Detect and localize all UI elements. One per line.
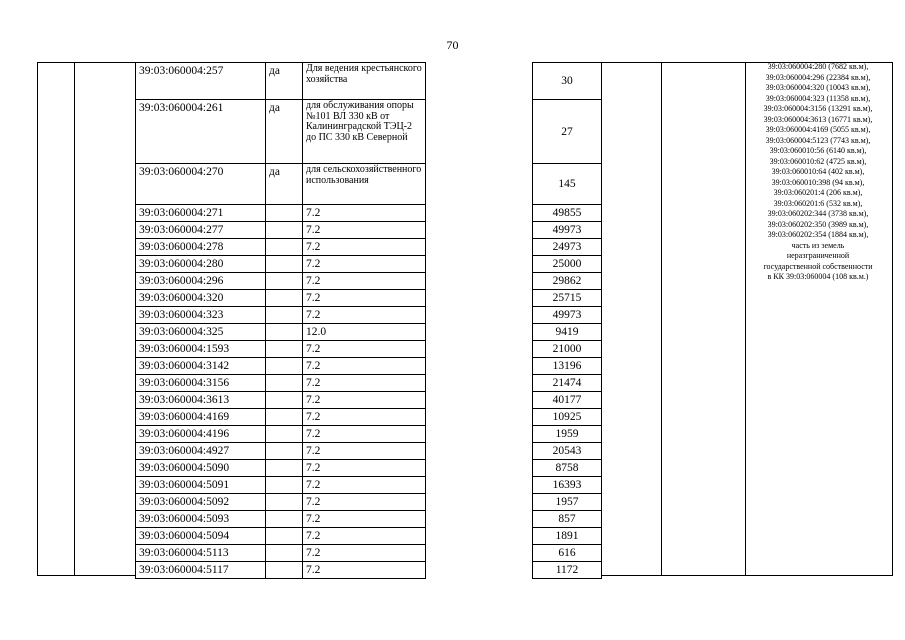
note-line: 39:03:060010:62 (4725 кв.м), xyxy=(769,156,867,166)
page-number: 70 xyxy=(446,38,459,52)
flag-cell: да xyxy=(266,164,303,205)
table-row xyxy=(136,477,602,494)
cadastral-number-cell: 39:03:060004:257 xyxy=(136,63,266,100)
area-cell: 1891 xyxy=(533,528,602,545)
cadastral-number-cell: 39:03:060004:3142 xyxy=(136,358,266,375)
area-cell: 857 xyxy=(533,511,602,528)
table-row xyxy=(136,409,602,426)
blank-cell xyxy=(426,63,533,100)
blank-cell xyxy=(426,460,533,477)
note-line: неразграниченной xyxy=(786,251,850,260)
blank-column-2 xyxy=(74,62,136,576)
blank-cell xyxy=(426,392,533,409)
purpose-cell: 7.2 xyxy=(303,443,426,460)
table-row xyxy=(136,205,602,222)
purpose-cell: 7.2 xyxy=(303,426,426,443)
blank-cell xyxy=(426,477,533,494)
flag-cell xyxy=(266,290,303,307)
flag-cell xyxy=(266,409,303,426)
cadastral-number-cell: 39:03:060004:5091 xyxy=(136,477,266,494)
note-line: 39:03:060004:3156 (13291 кв.м), xyxy=(763,104,873,113)
purpose-cell: 7.2 xyxy=(303,545,426,562)
area-cell: 1957 xyxy=(533,494,602,511)
flag-cell xyxy=(266,392,303,409)
cadastral-number-cell: 39:03:060004:5092 xyxy=(136,494,266,511)
purpose-cell: 7.2 xyxy=(303,222,426,239)
flag-cell xyxy=(266,324,303,341)
table-row xyxy=(136,426,602,443)
cadastral-number-cell: 39:03:060004:4196 xyxy=(136,426,266,443)
note-line: 39:03:060004:280 (7682 кв.м), xyxy=(767,62,869,71)
blank-cell xyxy=(426,426,533,443)
cadastral-table xyxy=(135,62,602,579)
cadastral-number-cell: 39:03:060004:271 xyxy=(136,205,266,222)
blank-cell xyxy=(426,358,533,375)
flag-cell xyxy=(266,307,303,324)
cadastral-number-cell: 39:03:060004:270 xyxy=(136,164,266,205)
flag-cell xyxy=(266,205,303,222)
blank-column-4 xyxy=(661,62,746,576)
flag-cell xyxy=(266,545,303,562)
area-cell: 145 xyxy=(533,164,602,205)
purpose-cell: 7.2 xyxy=(303,239,426,256)
table-row xyxy=(136,392,602,409)
area-cell: 24973 xyxy=(533,239,602,256)
purpose-cell: 12.0 xyxy=(303,324,426,341)
cadastral-number-cell: 39:03:060004:4927 xyxy=(136,443,266,460)
table-row xyxy=(136,375,602,392)
area-cell: 616 xyxy=(533,545,602,562)
flag-cell xyxy=(266,341,303,358)
area-cell: 20543 xyxy=(533,443,602,460)
blank-cell xyxy=(426,222,533,239)
cadastral-number-cell: 39:03:060004:5117 xyxy=(136,562,266,579)
note-line: 39:03:060004:323 (11358 кв.м), xyxy=(765,93,871,103)
table-row xyxy=(136,222,602,239)
purpose-cell: для сельскохозяйственного использования xyxy=(303,164,426,205)
flag-cell xyxy=(266,256,303,273)
blank-cell xyxy=(426,341,533,358)
blank-cell xyxy=(426,324,533,341)
area-cell: 49973 xyxy=(533,307,602,324)
purpose-cell: 7.2 xyxy=(303,205,426,222)
table-row xyxy=(136,324,602,341)
area-cell: 40177 xyxy=(533,392,602,409)
blank-cell xyxy=(426,164,533,205)
blank-cell xyxy=(426,409,533,426)
area-cell: 1172 xyxy=(533,562,602,579)
table-row xyxy=(136,63,602,100)
purpose-cell: 7.2 xyxy=(303,477,426,494)
note-line: 39:03:060004:4169 (5055 кв.м), xyxy=(765,125,871,134)
cadastral-number-cell: 39:03:060004:3613 xyxy=(136,392,266,409)
blank-cell xyxy=(426,273,533,290)
blank-cell xyxy=(426,494,533,511)
area-cell: 8758 xyxy=(533,460,602,477)
purpose-cell: 7.2 xyxy=(303,409,426,426)
cadastral-number-cell: 39:03:060004:5113 xyxy=(136,545,266,562)
flag-cell xyxy=(266,375,303,392)
flag-cell xyxy=(266,511,303,528)
cadastral-number-cell: 39:03:060004:323 xyxy=(136,307,266,324)
area-cell: 21000 xyxy=(533,341,602,358)
cadastral-number-cell: 39:03:060004:325 xyxy=(136,324,266,341)
cadastral-number-cell: 39:03:060004:4169 xyxy=(136,409,266,426)
flag-cell xyxy=(266,273,303,290)
blank-column-1 xyxy=(37,62,75,576)
note-line: 39:03:060201:4 (206 кв.м), xyxy=(773,188,863,197)
table-row xyxy=(136,511,602,528)
flag-cell xyxy=(266,222,303,239)
note-text xyxy=(746,62,890,283)
purpose-cell: Для ведения крестьянского хозяйства xyxy=(303,63,426,100)
note-line: 39:03:060201:6 (532 кв.м), xyxy=(773,198,863,208)
blank-cell xyxy=(426,256,533,273)
flag-cell: да xyxy=(266,63,303,100)
cadastral-number-cell: 39:03:060004:296 xyxy=(136,273,266,290)
flag-cell xyxy=(266,528,303,545)
cadastral-number-cell: 39:03:060004:261 xyxy=(136,100,266,164)
flag-cell xyxy=(266,562,303,579)
area-cell: 21474 xyxy=(533,375,602,392)
flag-cell: да xyxy=(266,100,303,164)
note-line: государственной собственности xyxy=(763,261,873,271)
purpose-cell: для обслуживания опоры №101 ВЛ 330 кВ от Калининградской ТЭЦ-2 до ПС 330 кВ Северной xyxy=(303,100,426,164)
cadastral-number-cell: 39:03:060004:280 xyxy=(136,256,266,273)
flag-cell xyxy=(266,494,303,511)
note-line: в КК 39:03:060004 (108 кв.м.) xyxy=(767,272,869,281)
blank-cell xyxy=(426,375,533,392)
note-line: 39:03:060004:5123 (7743 кв.м), xyxy=(765,135,871,145)
blank-cell xyxy=(426,443,533,460)
flag-cell xyxy=(266,358,303,375)
blank-cell xyxy=(426,307,533,324)
area-cell: 9419 xyxy=(533,324,602,341)
table-row xyxy=(136,239,602,256)
purpose-cell: 7.2 xyxy=(303,494,426,511)
purpose-cell: 7.2 xyxy=(303,562,426,579)
cadastral-number-cell: 39:03:060004:5090 xyxy=(136,460,266,477)
blank-cell xyxy=(426,562,533,579)
area-cell: 1959 xyxy=(533,426,602,443)
purpose-cell: 7.2 xyxy=(303,358,426,375)
area-cell: 25715 xyxy=(533,290,602,307)
table-row xyxy=(136,460,602,477)
flag-cell xyxy=(266,443,303,460)
cadastral-number-cell: 39:03:060004:278 xyxy=(136,239,266,256)
area-cell: 16393 xyxy=(533,477,602,494)
area-cell: 25000 xyxy=(533,256,602,273)
table-row xyxy=(136,358,602,375)
note-line: 39:03:060202:350 (3989 кв.м), xyxy=(767,219,869,229)
note-line: часть из земель xyxy=(791,240,845,250)
table-row xyxy=(136,341,602,358)
table-row xyxy=(136,100,602,164)
area-cell: 49973 xyxy=(533,222,602,239)
table-row xyxy=(136,528,602,545)
area-cell: 49855 xyxy=(533,205,602,222)
table-row xyxy=(136,307,602,324)
purpose-cell: 7.2 xyxy=(303,392,426,409)
note-line: 39:03:060004:296 (22384 кв.м), xyxy=(765,72,871,82)
note-line: 39:03:060010:64 (402 кв.м), xyxy=(771,167,865,176)
flag-cell xyxy=(266,426,303,443)
blank-cell xyxy=(426,290,533,307)
cadastral-number-cell: 39:03:060004:277 xyxy=(136,222,266,239)
purpose-cell: 7.2 xyxy=(303,528,426,545)
purpose-cell: 7.2 xyxy=(303,256,426,273)
table-row xyxy=(136,290,602,307)
cadastral-number-cell: 39:03:060004:1593 xyxy=(136,341,266,358)
flag-cell xyxy=(266,460,303,477)
purpose-cell: 7.2 xyxy=(303,511,426,528)
blank-cell xyxy=(426,205,533,222)
purpose-cell: 7.2 xyxy=(303,307,426,324)
flag-cell xyxy=(266,239,303,256)
table-row xyxy=(136,273,602,290)
blank-cell xyxy=(426,528,533,545)
purpose-cell: 7.2 xyxy=(303,460,426,477)
purpose-cell: 7.2 xyxy=(303,375,426,392)
blank-cell xyxy=(426,100,533,164)
note-line: 39:03:060202:354 (1884 кв.м), xyxy=(767,230,869,239)
purpose-cell: 7.2 xyxy=(303,273,426,290)
cadastral-number-cell: 39:03:060004:3156 xyxy=(136,375,266,392)
blank-cell xyxy=(426,511,533,528)
flag-cell xyxy=(266,477,303,494)
cadastral-number-cell: 39:03:060004:5093 xyxy=(136,511,266,528)
table-row xyxy=(136,443,602,460)
note-line: 39:03:060010:398 (94 кв.м), xyxy=(771,177,865,187)
area-cell: 30 xyxy=(533,63,602,100)
area-cell: 10925 xyxy=(533,409,602,426)
table-row xyxy=(136,164,602,205)
purpose-cell: 7.2 xyxy=(303,290,426,307)
note-line: 39:03:060004:3613 (16771 кв.м), xyxy=(763,114,873,124)
area-cell: 13196 xyxy=(533,358,602,375)
table-row xyxy=(136,256,602,273)
blank-cell xyxy=(426,545,533,562)
note-line: 39:03:060202:344 (3738 кв.м), xyxy=(767,209,869,218)
cadastral-number-cell: 39:03:060004:5094 xyxy=(136,528,266,545)
blank-cell xyxy=(426,239,533,256)
purpose-cell: 7.2 xyxy=(303,341,426,358)
blank-column-3 xyxy=(601,62,662,576)
cadastral-number-cell: 39:03:060004:320 xyxy=(136,290,266,307)
table-row xyxy=(136,562,602,579)
area-cell: 29862 xyxy=(533,273,602,290)
table-row xyxy=(136,545,602,562)
note-line: 39:03:060004:320 (10043 кв.м), xyxy=(765,83,871,92)
note-line: 39:03:060010:56 (6140 кв.м), xyxy=(769,146,867,155)
area-cell: 27 xyxy=(533,100,602,164)
table-row xyxy=(136,494,602,511)
